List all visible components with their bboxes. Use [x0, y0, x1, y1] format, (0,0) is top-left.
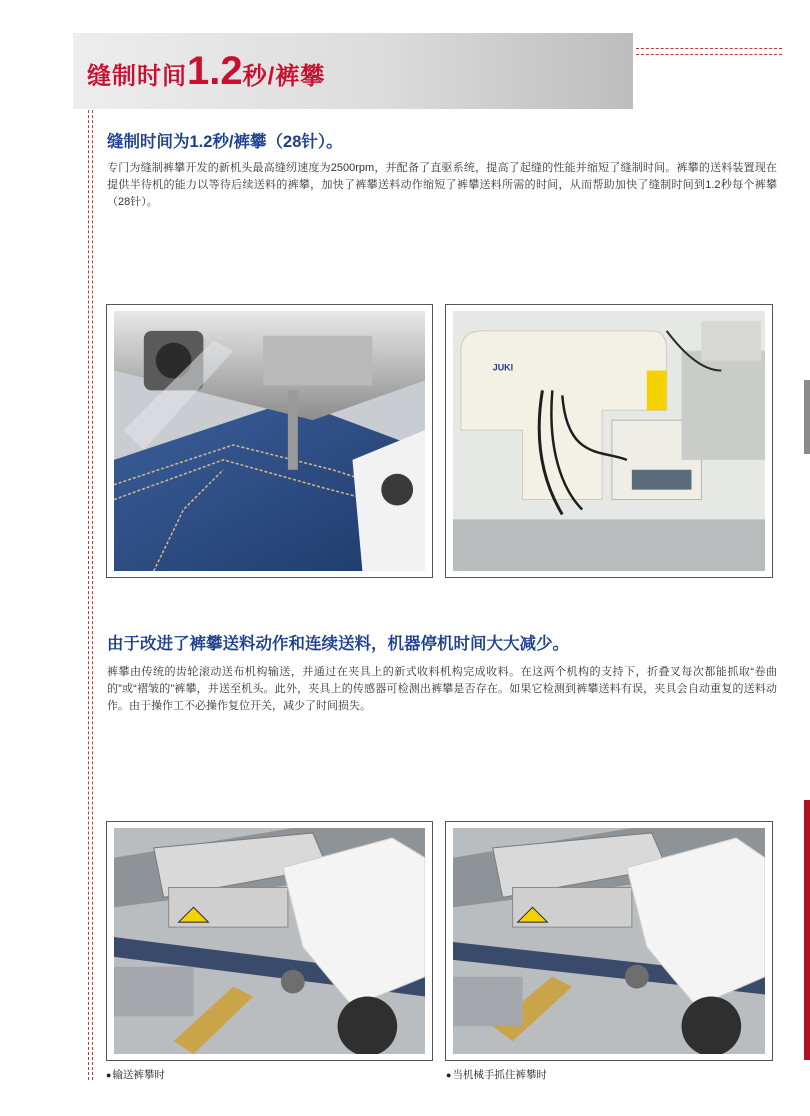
margin-dashed-rule: [92, 40, 93, 1080]
juki-logo: JUKI: [492, 362, 514, 373]
caption-left: ●输送裤攀时: [106, 1069, 165, 1081]
photo-gripping-belt-loop: [453, 828, 765, 1054]
caption-right: ●当机械手抓住裤攀时: [446, 1069, 547, 1081]
side-tab-gray: [804, 380, 810, 454]
photo-frame-juki-machine: [445, 304, 773, 578]
section2-body: 裤攀由传统的齿轮滚动送布机构输送，并通过在夹具上的新式收料机构完成收料。在这两个机构的支持下，折叠叉每次都能抓取“卷曲的”或“褶皱的”裤攀，并送至机头。此外，夹具上的传感器可检测出裤攀是否存在。如果它检测到裤攀送料有误，夹具会自动重复的送料动作。由于操作工不必操作复位开关，减少了时间损失。: [107, 666, 777, 712]
margin-dashed-rule: [88, 40, 89, 1080]
title-banner: [73, 33, 633, 109]
photo-juki-machine: [453, 311, 765, 571]
photo-frame-feeding-belt-loop: [106, 821, 433, 1061]
photo-frame-gripping-belt-loop: [445, 821, 773, 1061]
photo-denim-sewing: [114, 311, 425, 571]
photo-frame-denim-sewing: [106, 304, 433, 578]
section2-heading: 由于改进了裤攀送料动作和连续送料，机器停机时间大大减少。: [107, 635, 569, 653]
section1-heading: 缝制时间为1.2秒/裤攀（28针）。: [107, 133, 343, 151]
header-dashed-rule: [636, 48, 782, 49]
photo-feeding-belt-loop: [114, 828, 425, 1054]
section1-body: 专门为缝制裤攀开发的新机头最高缝纫速度为2500rpm，并配备了直驱系统，提高了起缝的性能并缩短了缝制时间。裤攀的送料装置现在提供半待机的能力以等待后续送料的裤攀，加快了裤攀送料动作缩短了裤攀送料所需的时间，从而帮助加快了缝制时间到1.2秒每个裤攀（28针）。: [107, 162, 777, 208]
side-tab-red: [804, 800, 810, 1060]
header-dashed-rule: [636, 54, 782, 55]
page-title: 缝制时间1.2秒/裤攀: [87, 49, 326, 93]
